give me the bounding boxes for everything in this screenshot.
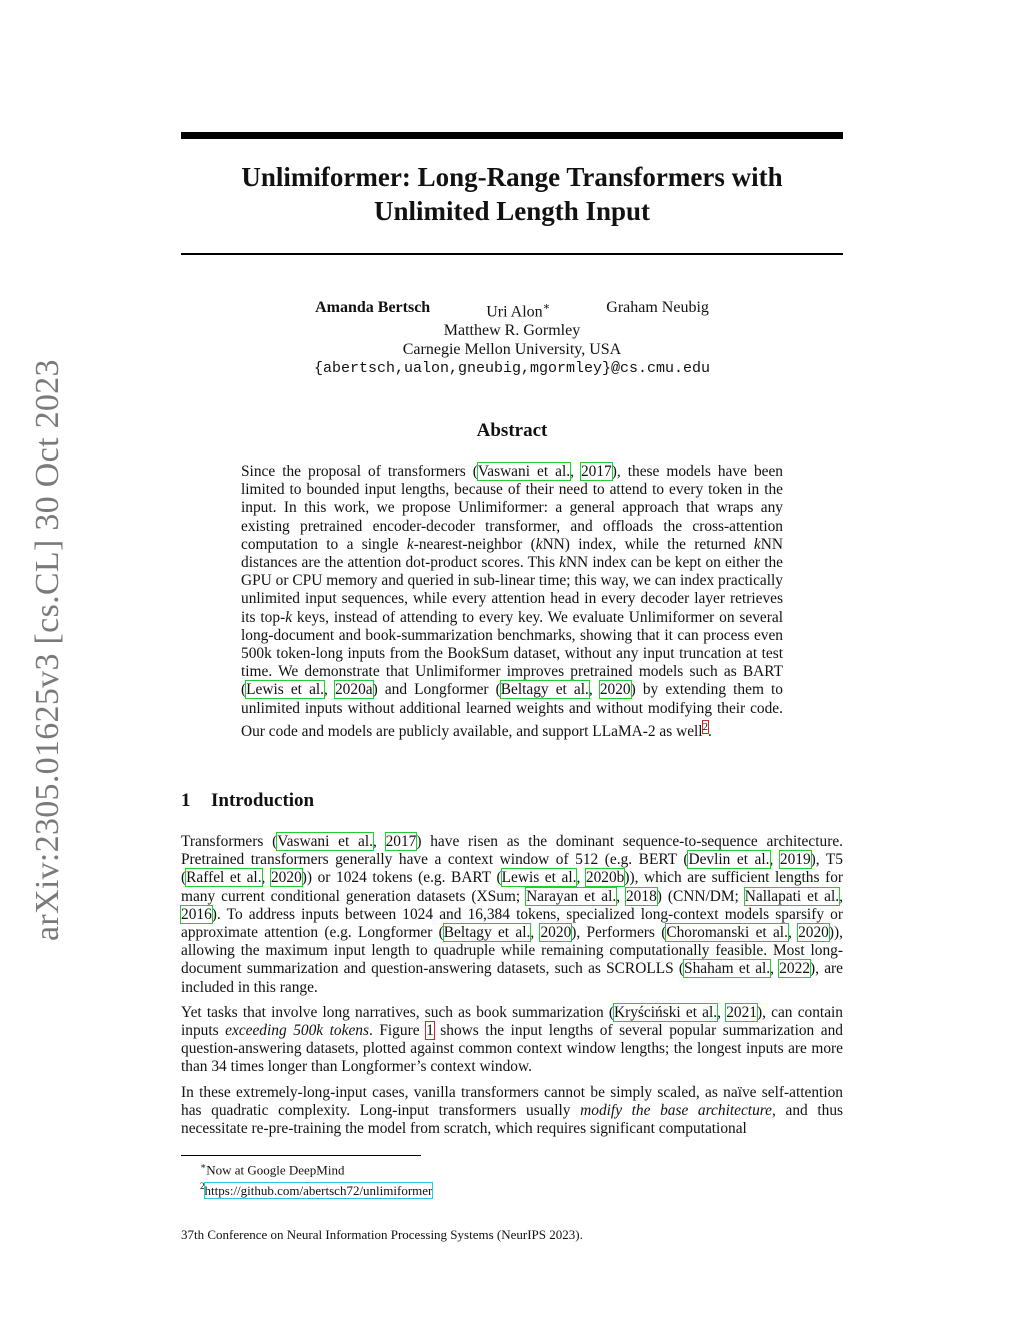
author-neubig: Graham Neubig: [606, 299, 709, 316]
arxiv-identifier: arXiv:2305.01625v3 [cs.CL] 30 Oct 2023: [29, 359, 66, 941]
abstract-heading: Abstract: [476, 420, 548, 441]
citation-link[interactable]: Choromanski et al.: [666, 924, 788, 942]
intro-paragraph-2: Yet tasks that involve long narratives, such as book summarization (Kryściński et al., 2021), can contain inputs exceeding 500k tokens. Figure 1 shows the input lengths of several popular summarization and question-answering datasets, plotted against common context window lengths; the longest inputs are more than 34 times longer than Longformer’s context window.: [181, 1003, 843, 1076]
author-gormley: Matthew R. Gormley: [443, 322, 581, 340]
citation-link[interactable]: Kryściński et al.: [613, 1003, 718, 1021]
introduction-body: [181, 833, 843, 1145]
author-row: [181, 298, 843, 321]
citation-link[interactable]: Devlin et al.: [688, 851, 770, 869]
citation-link[interactable]: 2017: [580, 463, 612, 480]
footnote-2: $^2$https://github.com/abertsch72/unlimiformer: [200, 1181, 433, 1198]
citation-link[interactable]: 2018: [625, 887, 657, 905]
citation-link[interactable]: 2020: [599, 681, 631, 699]
title-line-1: Unlimiformer: Long-Range Transformers with: [241, 162, 783, 192]
footnote-1: ∗Now at Google DeepMind: [200, 1161, 345, 1178]
citation-link[interactable]: 2019: [779, 851, 811, 869]
citation-link[interactable]: 2022: [779, 960, 811, 978]
section-heading-introduction: [181, 790, 314, 812]
citation-link[interactable]: Vaswani et al.: [477, 463, 571, 480]
citation-link[interactable]: 2020: [540, 924, 572, 942]
footnote-rule: [181, 1155, 421, 1156]
paper-title: [181, 160, 843, 228]
conference-note: 37th Conference on Neural Information Processing Systems (NeurIPS 2023).: [181, 1227, 583, 1242]
citation-link[interactable]: 2020: [270, 869, 302, 887]
author-alon: Uri Alon∗: [486, 301, 551, 321]
author-block: [181, 298, 843, 378]
citation-link[interactable]: Lewis et al.: [501, 869, 577, 887]
author-footnote-mark: ∗: [542, 301, 551, 313]
citation-link[interactable]: 2021: [726, 1003, 757, 1021]
citation-link[interactable]: 2017: [385, 833, 417, 850]
affiliation: Carnegie Mellon University, USA: [402, 341, 622, 359]
citation-link[interactable]: Shaham et al.: [684, 960, 771, 978]
intro-paragraph-3: In these extremely-long-input cases, vanilla transformers cannot be simply scaled, as naïve self-attention has quadratic complexity. Long-input transformers usually modify the base architecture, and thus necessitate re-pre-training the model from scratch, which requires significant computational: [181, 1083, 844, 1138]
citation-link[interactable]: Vaswani et al.: [277, 833, 373, 850]
citation-link[interactable]: Nallapati et al.: [744, 887, 840, 905]
section-number: 1: [181, 790, 191, 811]
title-rule-top: [181, 132, 843, 139]
citation-link[interactable]: 2020b: [585, 869, 625, 887]
citation-link[interactable]: Lewis et al.: [246, 681, 325, 699]
abstract-body: Since the proposal of transformers (Vaswani et al., 2017), these models have been limited to bounded input lengths, because of their need to attend to every token in the input. In this work, we propose Unlimiformer: a general approach that wraps any existing pretrained encoder-decoder transformer, and offloads the cross-attention computation to a single k-nearest-neighbor (kNN) index, while the returned kNN distances are the attention dot-product scores. This kNN index can be kept on either the GPU or CPU memory and queried in sub-linear time; this way, we can index practically unlimited input sequences, while every attention head in every decoder layer retrieves its top-k keys, instead of attending to every key. We evaluate Unlimiformer on several long-document and book-summarization benchmarks, showing that it can process even 500k token-long inputs from the BookSum dataset, without any input truncation at test time. We demonstrate that Unlimiformer improves pretrained models such as BART (Lewis et al., 2020a) and Longformer (Beltagy et al., 2020) by extending them to unlimited inputs without additional learned weights and without modifying their code. Our code and models are publicly available, and support LLaMA-2 as well$^2$.: [241, 463, 783, 740]
title-line-2: Unlimited Length Input: [373, 196, 651, 226]
github-url-link[interactable]: https://github.com/abertsch72/unlimiformer: [204, 1182, 433, 1198]
intro-paragraph-1: Transformers (Vaswani et al., 2017) have risen as the dominant sequence-to-sequence architecture. Pretrained transformers generally have a context window of 512 (e.g. BERT (Devlin et al., 2019), T5 (Raffel et al., 2020)) or 1024 tokens (e.g. BART (Lewis et al., 2020b)), which are sufficient lengths for many current conditional generation datasets (XSum; Narayan et al., 2018) (CNN/DM; Nallapati et al., 2016). To address inputs between 1024 and 16,384 tokens, specialized long-context models sparsify or approximate attention (e.g. Longformer (Beltagy et al., 2020), Performers (Choromanski et al., 2020)), allowing the maximum input length to quadruple while remaining computationally feasible. Most long-document summarization and question-answering datasets, such as SCROLLS (Shaham et al., 2022), are included in this range.: [181, 833, 844, 996]
citation-link[interactable]: 2020a: [334, 681, 373, 699]
citation-link[interactable]: Narayan et al.: [526, 887, 617, 905]
figure-ref-link[interactable]: 1: [426, 1022, 434, 1040]
author-bertsch: Amanda Bertsch: [315, 299, 431, 316]
footnotes: [200, 1158, 432, 1199]
citation-link[interactable]: Beltagy et al.: [443, 924, 531, 942]
author-emails: {abertsch,ualon,gneubig,mgormley}@cs.cmu.edu: [313, 360, 711, 378]
footnote-ref-link[interactable]: 2: [702, 720, 708, 733]
citation-link[interactable]: Beltagy et al.: [500, 681, 589, 699]
citation-link[interactable]: 2020: [798, 924, 829, 942]
section-title: Introduction: [211, 790, 315, 811]
citation-link[interactable]: Raffel et al.: [186, 869, 262, 887]
citation-link[interactable]: 2016: [181, 905, 212, 923]
title-rule-bottom: [181, 253, 843, 255]
